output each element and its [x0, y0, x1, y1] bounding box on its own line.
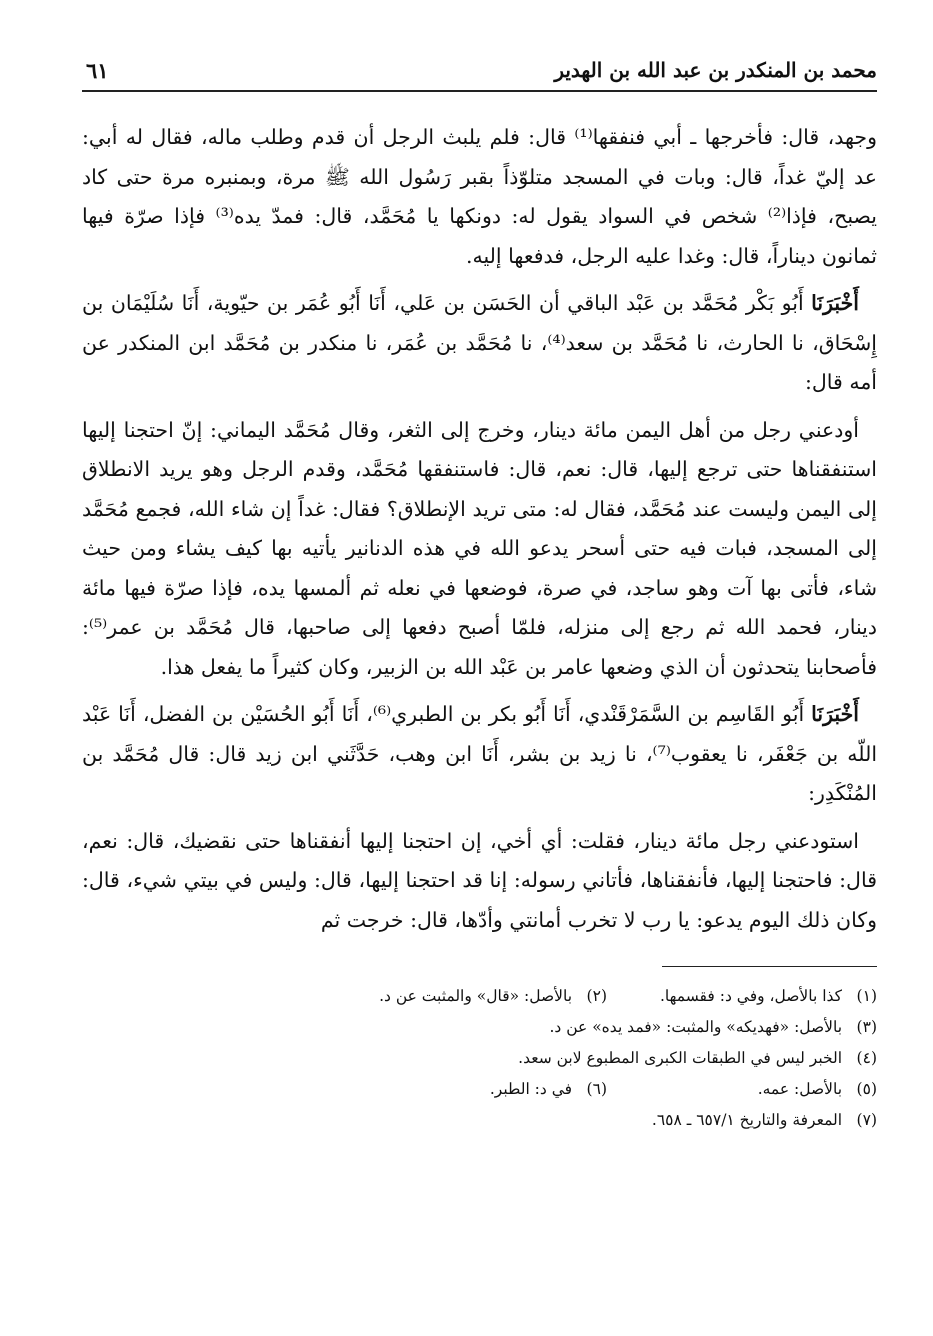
running-title: محمد بن المنكدر بن عبد الله بن الهدير [554, 58, 877, 82]
footnotes [82, 981, 877, 1136]
footnote [607, 1074, 877, 1105]
footnote [518, 1043, 877, 1074]
paragraph [82, 411, 877, 688]
paragraph-text: أَبُو القَاسِم بن السَّمَرْقَنْدي، أَنَا أَبُو بكر بن الطبري⁽⁶⁾، أَنَا أَبُو الحُسَيْن بن الفضل، أَنَا عَبْد اللّه بن جَعْفَر، نا يعقوب⁽⁷⁾، نا زيد بن بشر، أَنَا ابن وهب، حَدَّثَني ابن زيد قال: قال مُحَمَّد بن المُنْكَدِر: [82, 702, 878, 805]
footnote-text: بالأصل: عمه. [757, 1080, 843, 1098]
page-header [82, 50, 877, 92]
book-page [82, 50, 877, 1290]
paragraph-text: أودعني رجل من أهل اليمن مائة دينار، وخرج إلى الثغر، وقال مُحَمَّد اليماني: إنّ احتجنا إليها استنفقناها حتى ترجع إليها، قال: نعم، قال: فاستنفقها مُحَمَّد، وقدم الرجل وهو يريد الانطلاق إلى اليمن وليست عند مُحَمَّد، فقال له: متى تريد الإنطلاق؟ فقال: غداً إن شاء الله، فجمع مُحَمَّد إلى المسجد، فبات فيه حتى أسحر يدعو الله في هذه الدنانير يأتيه بها كيف يشاء ومن حيث شاء، فأتى بها آت وهو ساجد، في صرة، فوضعها في نعله ثم ألمسها يده، فإذا صرّة فيها مائة دينار، فحمد الله ثم رجع إلى منزله، فلمّا أصبح دفعها إلى صاحبها، قال مُحَمَّد بن عمر⁽⁵⁾: فأصحابنا يتحدثون أن الذي وضعها عامر بن عَبْد الله بن الزبير، وكان كثيراً ما يفعل هذا. [82, 417, 877, 679]
footnote-row [82, 1074, 877, 1105]
footnote-number: (٤) [856, 1049, 877, 1067]
footnote-number: (٦) [586, 1080, 607, 1098]
paragraph-text: أَبُو بَكْر مُحَمَّد بن عَبْد الباقي أن الحَسَن بن عَلي، أَنَا أَبُو عُمَر بن حيّوية، أَنَا سُلَيْمَان بن إِسْحَاق، نا الحارث، نا مُحَمَّد بن سعد⁽⁴⁾، نا مُحَمَّد بن عُمَر، نا منكدر بن مُحَمَّد ابن المنكدر عن أمه قال: [82, 291, 877, 394]
footnote-separator [662, 966, 877, 967]
footnote-row [82, 981, 877, 1012]
footnote-row [82, 1043, 877, 1074]
footnote-row [82, 1105, 877, 1136]
paragraph [82, 695, 877, 814]
footnote-number: (٣) [856, 1018, 877, 1036]
paragraph [82, 118, 877, 276]
paragraph [82, 822, 877, 941]
footnote-text: الخبر ليس في الطبقات الكبرى المطبوع لابن سعد. [518, 1049, 843, 1067]
paragraph [82, 284, 877, 403]
paragraph-lead: أَخْبَرَنَا [811, 291, 859, 315]
footnote-row [82, 1012, 877, 1043]
page-body [82, 118, 877, 940]
paragraph-text: استودعني رجل مائة دينار، فقلت: أي أخي، إن احتجنا إليها أنفقناها حتى نقضيك، قال: نعم، قال: فاحتجنا إليها، فأنفقناها، فأتاني رسوله: إنا قد احتجنا إليها، قال: وليس في بيتي شيء، قال: وكان ذلك اليوم يدعو: يا رب لا تخرب أمانتي وأدّها، قال: خرجت ثم [82, 828, 877, 932]
footnote-number: (١) [856, 987, 877, 1005]
footnote [652, 1105, 877, 1136]
footnote [549, 1012, 877, 1043]
footnote-text: كذا بالأصل، وفي د: فقسمها. [659, 987, 843, 1005]
footnote [379, 981, 607, 1012]
page-number: ٦١ [86, 58, 109, 83]
footnote-text: بالأصل: «فهديكه» والمثبت: «فمد يده» عن د. [549, 1018, 843, 1036]
footnote-number: (٢) [586, 987, 607, 1005]
footnote [607, 981, 877, 1012]
footnote-number: (٧) [856, 1111, 877, 1129]
footnote [490, 1074, 607, 1105]
footnote-number: (٥) [856, 1080, 877, 1098]
footnote-text: المعرفة والتاريخ ٦٥٧/١ ـ ٦٥٨. [651, 1111, 843, 1129]
footnote-text: بالأصل: «قال» والمثبت عن د. [379, 987, 573, 1005]
paragraph-lead: أَخْبَرَنَا [811, 702, 859, 726]
paragraph-text: وجهد، قال: فأخرجها ـ أبي فنفقها⁽¹⁾ قال: فلم يلبث الرجل أن قدم وطلب ماله، فقال له أبي: عد إليّ غداً، قال: وبات في المسجد متلوّذاً بقبر رَسُول الله ﷺ مرة، وبمنبره مرة حتى كاد يصبح، فإذا⁽²⁾ شخص في السواد يقول له: دونكها يا مُحَمَّد، قال: فمدّ يده⁽³⁾ فإذا صرّة فيها ثمانون ديناراً، قال: وغدا عليه الرجل، فدفعها إليه. [82, 125, 877, 268]
footnote-text: في د: الطبر. [489, 1080, 573, 1098]
